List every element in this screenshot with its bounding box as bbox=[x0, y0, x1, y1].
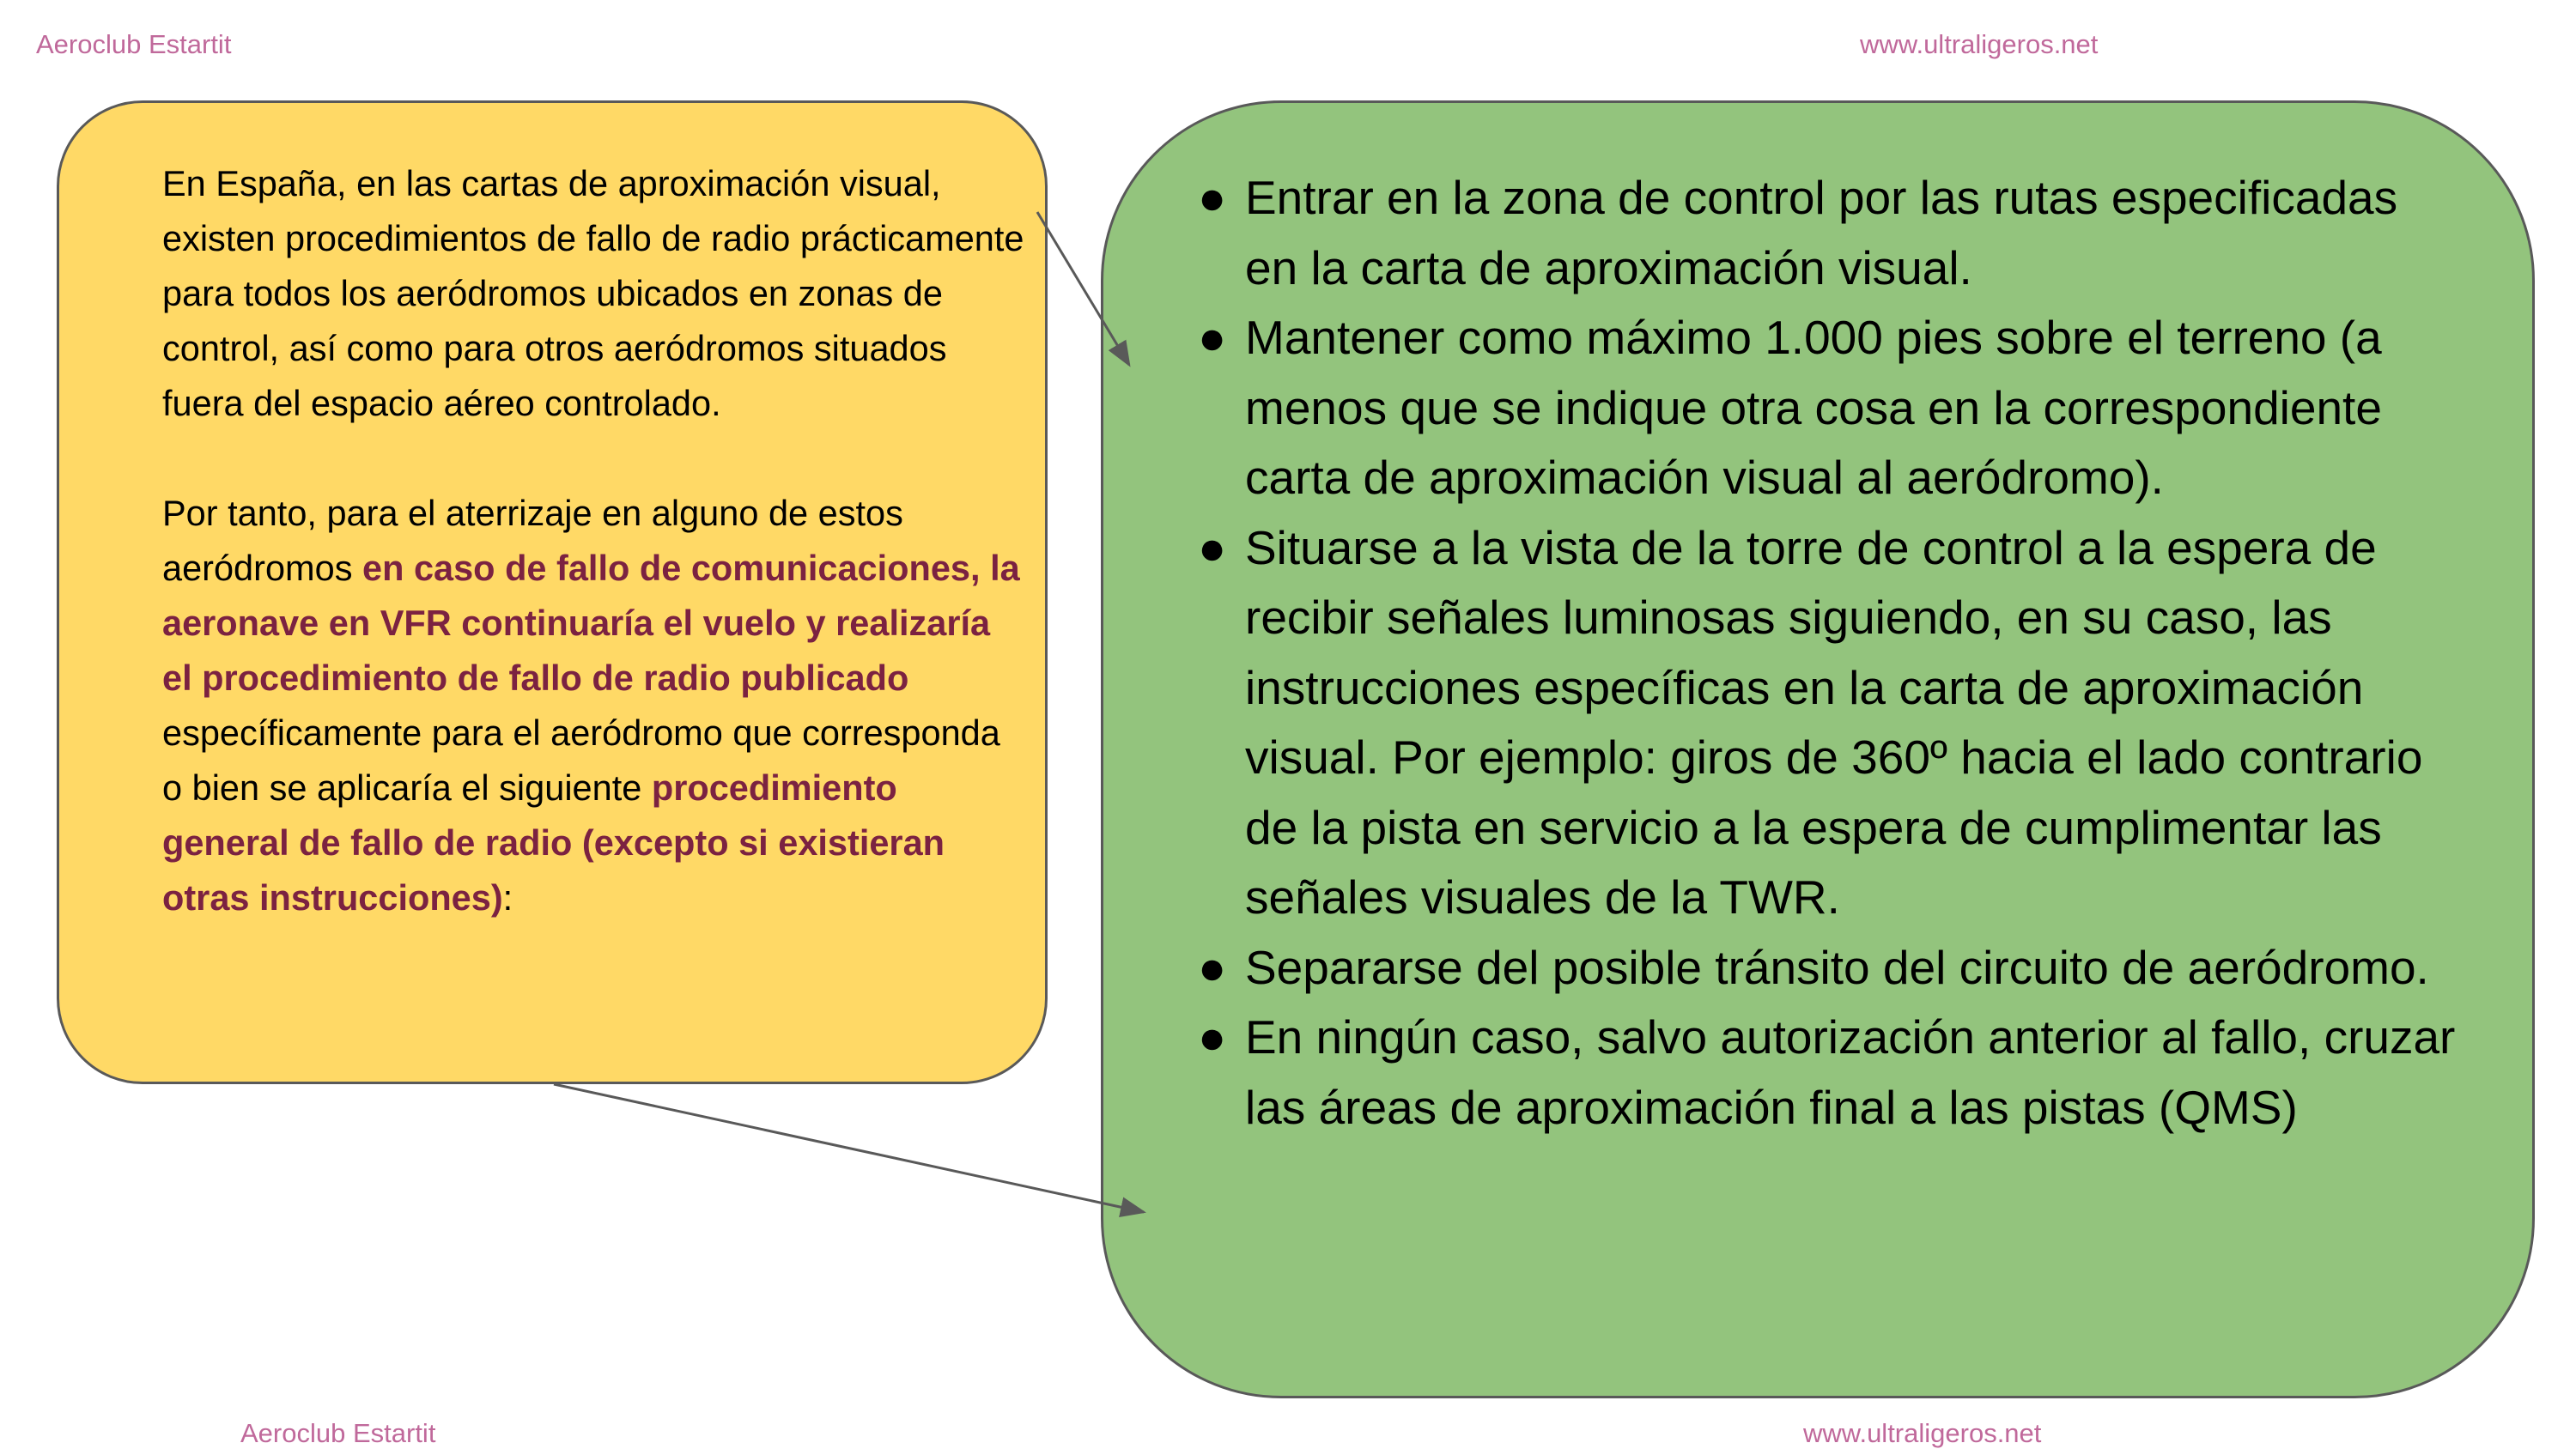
intro-text-part-1: Por tanto, para el aterrizaje en alguno de estos aeródromos bbox=[162, 493, 903, 588]
procedure-item bbox=[1103, 933, 2512, 1003]
procedure-item bbox=[1103, 1003, 2512, 1143]
bullet-icon: ● bbox=[1198, 520, 1227, 574]
header-left-label: Aeroclub Estartit bbox=[36, 29, 232, 59]
procedure-item-text: Situarse a la vista de la torre de control a la espera de recibir señales luminosas siguiendo, en su caso, las instrucciones específicas en la carta de aproximación visual. Por ejemplo: giros de 360º hacia el lado contrario de la pista en servicio a la espera de cumplimentar las señales visuales de la TWR. bbox=[1245, 520, 2423, 924]
procedure-item bbox=[1103, 513, 2512, 933]
connector-arrow-bottom bbox=[554, 1084, 1144, 1212]
intro-highlight-1: en caso de fallo de comunicaciones, la aeronave en VFR continuaría el vuelo y realizaría el procedimiento de fallo de radio publicado bbox=[162, 548, 1020, 698]
procedure-item-text: Mantener como máximo 1.000 pies sobre el terreno (a menos que se indique otra cosa en la correspondiente carta de aproximación visual al aeródromo). bbox=[1245, 311, 2382, 504]
intro-text-part-3: : bbox=[502, 877, 513, 918]
bullet-icon: ● bbox=[1198, 311, 1227, 364]
procedure-list bbox=[1103, 163, 2512, 1143]
intro-paragraph-1: En España, en las cartas de aproximación visual, existen procedimientos de fallo de radio prácticamente para todos los aeródromos ubicados en zonas de control, así como para otros aeródromos situados fuera del espacio aéreo controlado. bbox=[162, 163, 1024, 423]
procedure-item-text: Entrar en la zona de control por las rutas especificadas en la carta de aproximación visual. bbox=[1245, 171, 2398, 294]
intro-text bbox=[162, 156, 1030, 925]
header-right-url: www.ultraligeros.net bbox=[1860, 29, 2099, 59]
intro-highlight-2: procedimiento general de fallo de radio (excepto si existieran otras instrucciones) bbox=[162, 767, 945, 918]
intro-text-part-2: específicamente para el aeródromo que corresponda o bien se aplicaría el siguiente bbox=[162, 712, 1000, 808]
intro-text-box bbox=[57, 100, 1048, 1084]
bullet-icon: ● bbox=[1198, 940, 1227, 994]
procedure-item bbox=[1103, 163, 2512, 303]
procedure-item-text: En ningún caso, salvo autorización anterior al fallo, cruzar las áreas de aproximación final a las pistas (QMS) bbox=[1245, 1010, 2456, 1134]
footer-left-label: Aeroclub Estartit bbox=[240, 1418, 436, 1448]
footer-right-url: www.ultraligeros.net bbox=[1803, 1418, 2042, 1448]
bullet-icon: ● bbox=[1198, 1010, 1227, 1064]
intro-paragraph-2 bbox=[162, 486, 1030, 925]
procedure-item-text: Separarse del posible tránsito del circuito de aeródromo. bbox=[1245, 940, 2429, 994]
procedure-list-box bbox=[1101, 100, 2535, 1398]
procedure-item bbox=[1103, 303, 2512, 513]
bullet-icon: ● bbox=[1198, 171, 1227, 224]
